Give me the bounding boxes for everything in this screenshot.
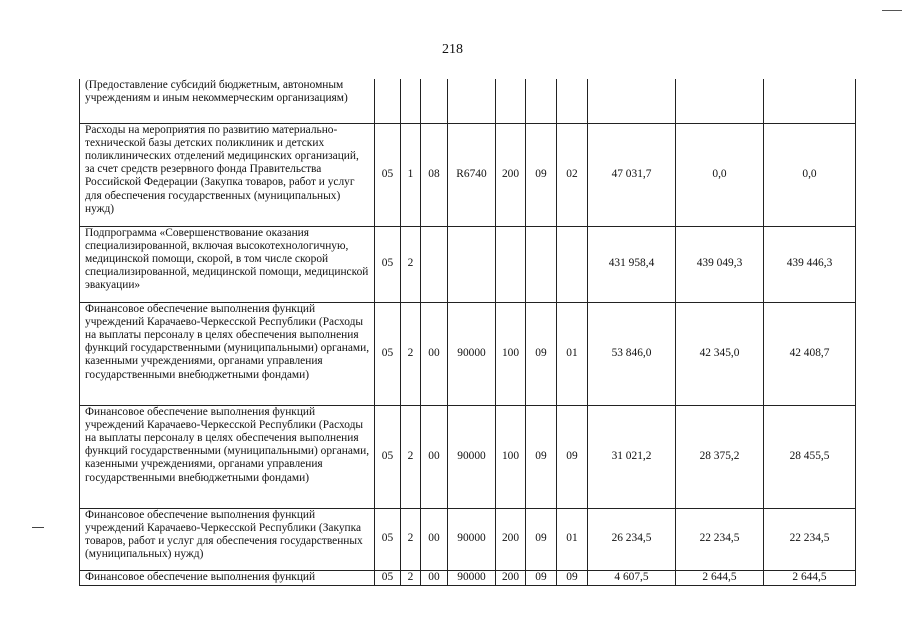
cell-code: R6740 (448, 123, 496, 226)
cell-c2: 01 (557, 508, 588, 570)
cell-ms (421, 79, 448, 123)
cell-c2 (557, 226, 588, 302)
page-number: 218 (442, 42, 463, 57)
cell-ms: 00 (421, 302, 448, 405)
cell-vr: 100 (496, 405, 526, 508)
cell-vr: 200 (496, 570, 526, 585)
cell-pr: 2 (401, 508, 421, 570)
cell-ms: 00 (421, 570, 448, 585)
cell-amount-2: 2 644,5 (676, 570, 764, 585)
cell-code: 90000 (448, 570, 496, 585)
cell-amount-3: 42 408,7 (764, 302, 856, 405)
cell-amount-3 (764, 79, 856, 123)
cell-amount-2: 42 345,0 (676, 302, 764, 405)
cell-amount-2: 0,0 (676, 123, 764, 226)
cell-amount-3: 0,0 (764, 123, 856, 226)
row-name: Финансовое обеспечение выполнения функций (80, 570, 375, 585)
cell-amount-1: 26 234,5 (588, 508, 676, 570)
cell-amount-3: 2 644,5 (764, 570, 856, 585)
cell-c1 (526, 226, 557, 302)
table-row (80, 123, 856, 226)
cell-c2: 01 (557, 302, 588, 405)
cell-code: 90000 (448, 405, 496, 508)
cell-vr: 100 (496, 302, 526, 405)
table-row (80, 226, 856, 302)
cell-amount-1: 431 958,4 (588, 226, 676, 302)
cell-rz: 05 (375, 508, 401, 570)
cell-rz: 05 (375, 302, 401, 405)
cell-c2: 09 (557, 405, 588, 508)
row-name: Финансовое обеспечение выполнения функций учреждений Карачаево-Черкесской Республики (Расходы на выплаты персоналу в целях обеспечения выполнения функций государственными (муниципальными) органами, казенными учреждениями, органами управления государственными внебюджетными фондами) (80, 405, 375, 508)
scan-corner-mark (882, 10, 902, 11)
cell-c1 (526, 79, 557, 123)
cell-amount-3: 439 446,3 (764, 226, 856, 302)
row-name: (Предоставление субсидий бюджетным, автономным учреждениям и иным некоммерческим организациям) (80, 79, 375, 123)
table-row (80, 508, 856, 570)
row-name: Финансовое обеспечение выполнения функций учреждений Карачаево-Черкесской Республики (Закупка товаров, работ и услуг для обеспечения государственных (муниципальных) нужд) (80, 508, 375, 570)
row-name: Расходы на мероприятия по развитию материально-технической базы детских поликлиник и детских поликлинических отделений медицинских организаций, за счет средств резервного фонда Правительства Российской Федерации (Закупка товаров, работ и услуг для обеспечения государственных (муниципальных) нужд) (80, 123, 375, 226)
cell-code: 90000 (448, 508, 496, 570)
cell-amount-2 (676, 79, 764, 123)
cell-rz: 05 (375, 570, 401, 585)
cell-c1: 09 (526, 123, 557, 226)
cell-amount-2: 22 234,5 (676, 508, 764, 570)
cell-c1: 09 (526, 508, 557, 570)
cell-vr: 200 (496, 123, 526, 226)
cell-ms: 08 (421, 123, 448, 226)
cell-ms (421, 226, 448, 302)
cell-amount-3: 28 455,5 (764, 405, 856, 508)
cell-amount-3: 22 234,5 (764, 508, 856, 570)
cell-rz (375, 79, 401, 123)
cell-pr: 1 (401, 123, 421, 226)
cell-pr: 2 (401, 302, 421, 405)
cell-code (448, 226, 496, 302)
cell-code (448, 79, 496, 123)
table-row (80, 79, 856, 123)
cell-c2: 02 (557, 123, 588, 226)
cell-amount-2: 28 375,2 (676, 405, 764, 508)
cell-c2 (557, 79, 588, 123)
cell-amount-1: 53 846,0 (588, 302, 676, 405)
cell-pr: 2 (401, 226, 421, 302)
cell-c2: 09 (557, 570, 588, 585)
cell-amount-1 (588, 79, 676, 123)
cell-amount-1: 47 031,7 (588, 123, 676, 226)
cell-c1: 09 (526, 302, 557, 405)
cell-rz: 05 (375, 123, 401, 226)
table-row (80, 405, 856, 508)
row-name: Подпрограмма «Совершенствование оказания специализированной, включая высокотехнологичную, медицинской помощи, скорой, в том числе скорой специализированной, медицинской помощи, медицинской эвакуации» (80, 226, 375, 302)
cell-pr: 2 (401, 405, 421, 508)
cell-pr: 2 (401, 570, 421, 585)
cell-pr (401, 79, 421, 123)
cell-code: 90000 (448, 302, 496, 405)
cell-amount-2: 439 049,3 (676, 226, 764, 302)
table-row (80, 570, 856, 585)
cell-vr: 200 (496, 508, 526, 570)
cell-c1: 09 (526, 570, 557, 585)
cell-c1: 09 (526, 405, 557, 508)
table-row (80, 302, 856, 405)
cell-rz: 05 (375, 226, 401, 302)
cell-ms: 00 (421, 508, 448, 570)
margin-dash (32, 527, 44, 528)
cell-ms: 00 (421, 405, 448, 508)
cell-vr (496, 79, 526, 123)
row-name: Финансовое обеспечение выполнения функций учреждений Карачаево-Черкесской Республики (Расходы на выплаты персоналу в целях обеспечения выполнения функций государственными (муниципальными) органами, казенными учреждениями, органами управления государственными внебюджетными фондами) (80, 302, 375, 405)
cell-rz: 05 (375, 405, 401, 508)
cell-vr (496, 226, 526, 302)
cell-amount-1: 4 607,5 (588, 570, 676, 585)
cell-amount-1: 31 021,2 (588, 405, 676, 508)
budget-table (79, 79, 856, 586)
